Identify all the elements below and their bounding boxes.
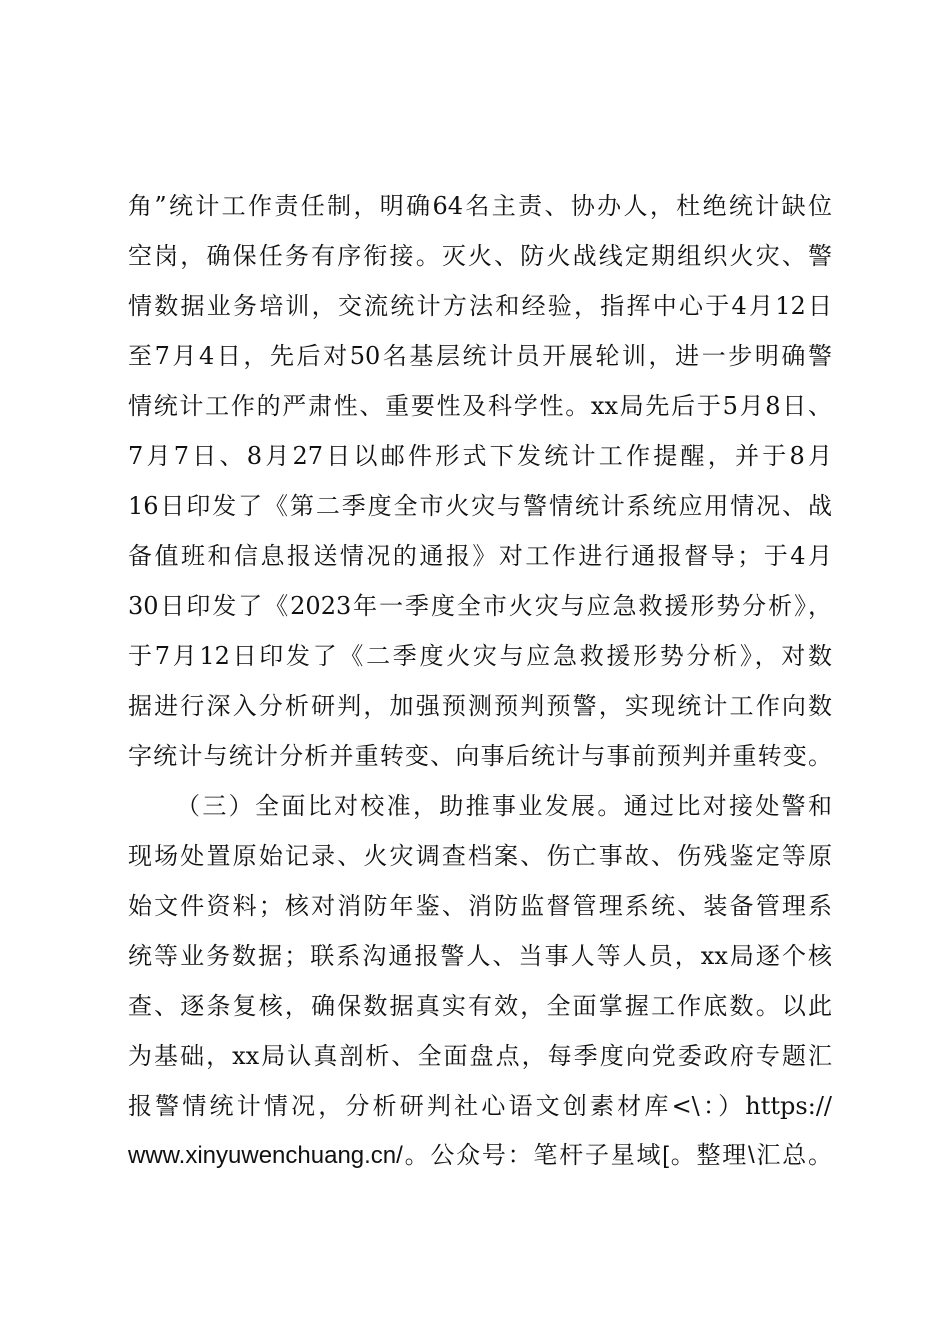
text-line: 字统计与统计分析并重转变、向事后统计与事前预判并重转变。 <box>128 742 832 770</box>
section-heading-line: （三）全面比对校准，助推事业发展。通过比对接处警和 <box>176 792 832 820</box>
text-line: www.xinyuwenchuang.cn/。公众号：笔杆子星域[。整理\汇总。 <box>128 1142 832 1169</box>
text-line: 查、逐条复核，确保数据真实有效，全面掌握工作底数。以此 <box>128 992 832 1020</box>
text-line: 为基础，xx局认真剖析、全面盘点，每季度向党委政府专题汇 <box>128 1042 832 1070</box>
text-line: 于7月12日印发了《二季度火灾与应急救援形势分析》，对数 <box>128 642 832 670</box>
text-line: 至7月4日，先后对50名基层统计员开展轮训，进一步明确警 <box>128 342 832 370</box>
text-line: 统等业务数据；联系沟通报警人、当事人等人员，xx局逐个核 <box>128 942 832 970</box>
text-line: 备值班和信息报送情况的通报》对工作进行通报督导；于4月 <box>128 542 832 570</box>
text-line: 16日印发了《第二季度全市火灾与警情统计系统应用情况、战 <box>128 492 832 520</box>
text-line: 现场处置原始记录、火灾调查档案、伤亡事故、伤残鉴定等原 <box>128 842 832 870</box>
text-line: 报警情统计情况，分析研判社心语文创素材库<\：）https:// <box>128 1092 832 1120</box>
text-line: 据进行深入分析研判，加强预测预判预警，实现统计工作向数 <box>128 692 832 720</box>
text-line: 空岗，确保任务有序衔接。灭火、防火战线定期组织火灾、警 <box>128 242 832 270</box>
text-line: 7月7日、8月27日以邮件形式下发统计工作提醒，并于8月 <box>128 442 832 470</box>
text-line: 情数据业务培训，交流统计方法和经验，指挥中心于4月12日 <box>128 292 832 320</box>
text-line: 30日印发了《2023年一季度全市火灾与应急救援形势分析》， <box>128 592 832 620</box>
text-line: 情统计工作的严肃性、重要性及科学性。xx局先后于5月8日、 <box>128 392 832 420</box>
text-line: 始文件资料；核对消防年鉴、消防监督管理系统、装备管理系 <box>128 892 832 920</box>
text-line: 角”统计工作责任制，明确64名主责、协办人，杜绝统计缺位 <box>128 192 832 220</box>
